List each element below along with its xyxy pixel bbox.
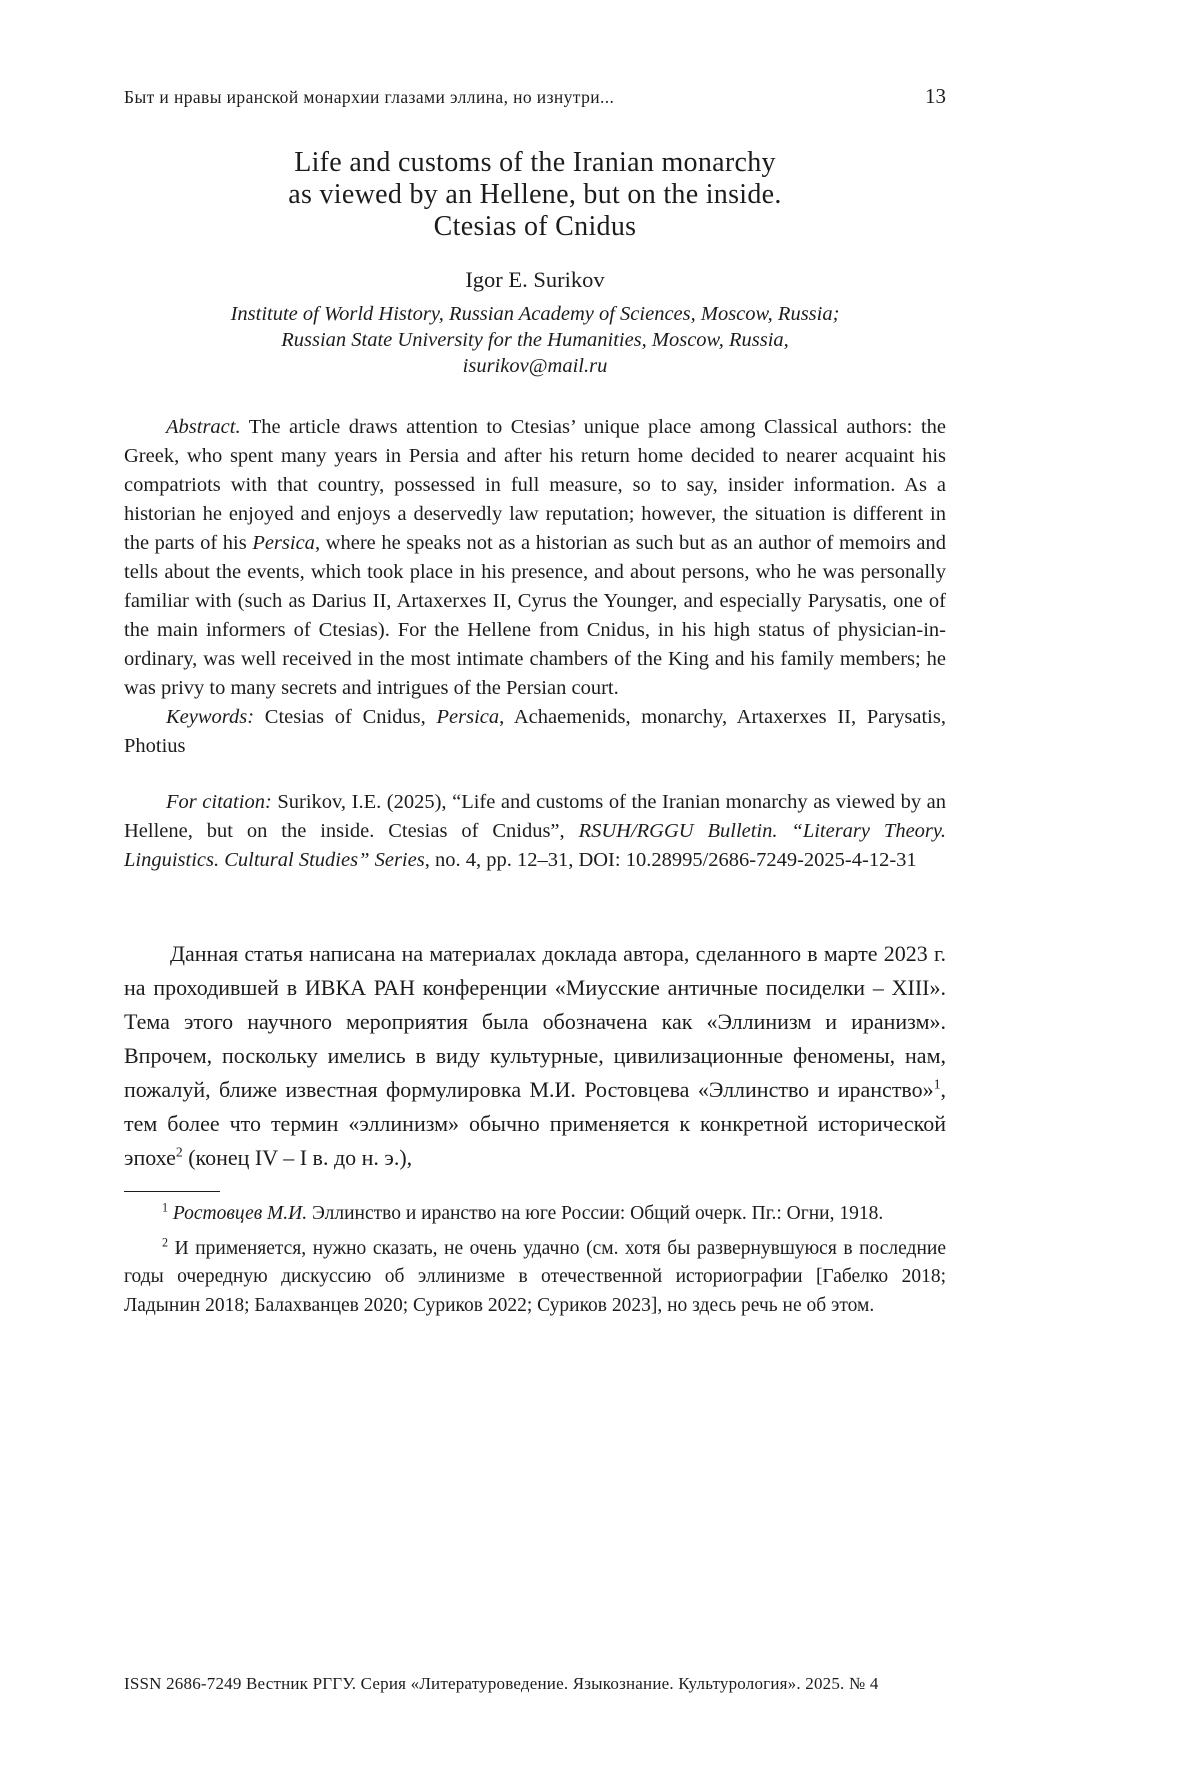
abstract-paragraph: Abstract. The article draws attention to Ctesias’ unique place among Classical authors: the Greek, who spent many years in Persia and after his return home decided to nearer acquaint his compatriots with that country, possessed in full measure, so to say, insider information. As a historian he enjoyed and enjoys a deservedly law reputation; however, the situation is different in the parts of his Persica, where he speaks not as a historian as such but as an author of memoirs and tells about the events, which took place in his presence, and about persons, who he was personally familiar with (such as Darius II, Artaxerxes II, Cyrus the Younger, and especially Parysatis, one of the main informers of Ctesias). For the Hellene from Cnidus, in his high status of physician-in-ordinary, was well received in the most intimate chambers of the King and his family members; he was privy to many secrets and intrigues of the Persian court. [124, 416, 946, 699]
author-name: Igor E. Surikov [465, 267, 605, 292]
article-title-line-1: Life and customs of the Iranian monarchy [294, 147, 776, 178]
affiliation-line-1: Institute of World History, Russian Academy of Sciences, Moscow, Russia; [230, 303, 840, 325]
footnote-2: $^2$ И применяется, нужно сказать, не очень удачно (см. хотя бы развернувшуюся в последние годы очередную дискуссию об эллинизме в отечественной историографии [Габелко 2018; Ладынин 2018; Балахванцев 2020; Суриков 2022; Суриков 2023], но здесь речь не об этом. [124, 1235, 946, 1316]
article-title [124, 147, 946, 243]
affiliation-line-2: Russian State University for the Humanities, Moscow, Russia, [281, 329, 789, 351]
article-page [124, 0, 946, 1780]
author-affiliation [124, 301, 946, 379]
keywords-paragraph: Keywords: Ctesias of Cnidus, Persica, Achaemenids, monarchy, Artaxerxes II, Parysatis, Photius [124, 706, 946, 757]
body-paragraph: Данная статья написана на материалах доклада автора, сделанного в марте 2023 г. на проходившей в ИВКА РАН конференции «Миусские античные посиделки – XIII». Тема этого научного мероприятия была обозначена как «Эллинизм и иранизм». Впрочем, поскольку имелись в виду культурные, цивилизационные феномены, нам, пожалуй, ближе известная формулировка М.И. Ростовцева «Эллинство и иранство»$^1$, тем более что термин «эллинизм» обычно применяется к конкретной исторической эпохе$^2$ (конец IV – I в. до н. э.), [124, 941, 946, 1170]
author-email: isurikov@mail.ru [462, 355, 608, 377]
running-head [124, 0, 946, 109]
footnote-divider [124, 1191, 220, 1192]
article-title-line-2: as viewed by an Hellene, but on the inside. [288, 179, 782, 210]
article-title-line-3: Ctesias of Cnidus [433, 211, 637, 242]
running-title: Быт и нравы иранской монархии глазами эллина, но изнутри... [124, 87, 615, 107]
citation-paragraph: For citation: Surikov, I.E. (2025), “Life and customs of the Iranian monarchy as viewed by an Hellene, but on the inside. Ctesias of Cnidus”, RSUH/RGGU Bulletin. “Literary Theory. Linguistics. Cultural Studies” Series, no. 4, pp. 12–31, DOI: 10.28995/2686-7249-2025-4-12-31 [124, 791, 946, 871]
page-number: 13 [925, 84, 946, 108]
footnote-1: $^1$ Ростовцев М.И. Эллинство и иранство на юге России: Общий очерк. Пг.: Огни, 1918. [162, 1200, 884, 1224]
journal-footer: ISSN 2686-7249 Вестник РГГУ. Серия «Литературоведение. Языкознание. Культурология». 2025. № 4 [124, 1674, 879, 1693]
